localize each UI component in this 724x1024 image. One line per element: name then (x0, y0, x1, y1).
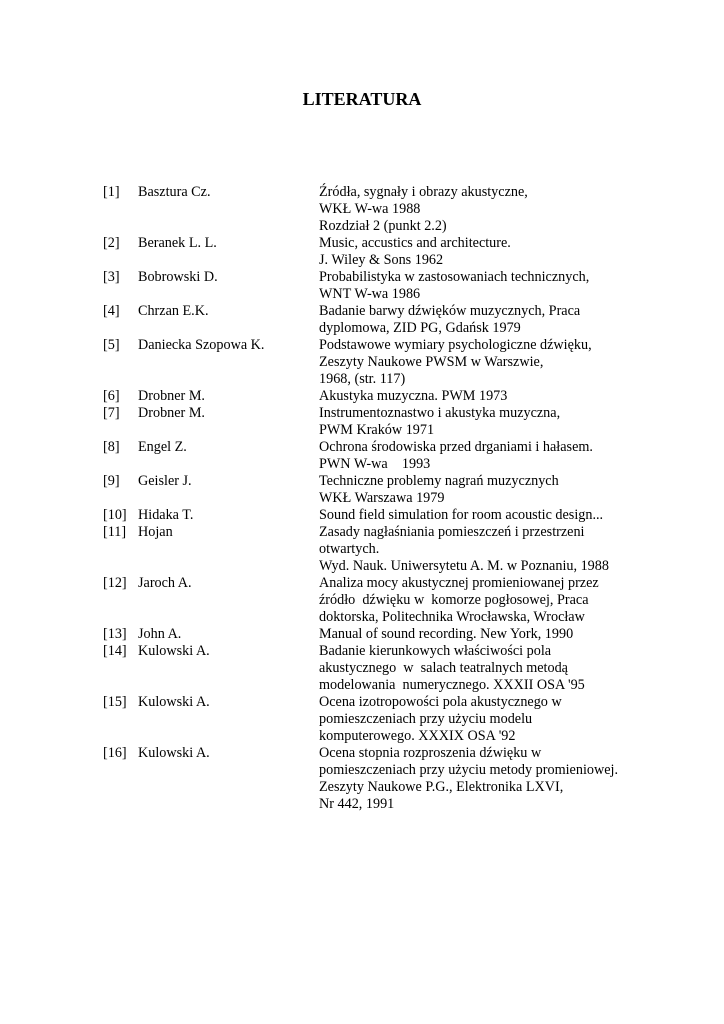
reference-description (319, 575, 719, 626)
reference-number: [9] (103, 473, 120, 489)
reference-number: [2] (103, 235, 120, 251)
reference-number: [13] (103, 626, 127, 642)
reference-line: Podstawowe wymiary psychologiczne dźwięku, (319, 337, 592, 353)
reference-author: Drobner M. (138, 405, 205, 421)
reference-line: WNT W-wa 1986 (319, 286, 421, 302)
reference-description (319, 405, 719, 439)
reference-entry (0, 439, 724, 473)
reference-line: WKŁ W-wa 1988 (319, 201, 421, 217)
reference-description (319, 745, 719, 813)
reference-line: PWM Kraków 1971 (319, 422, 435, 438)
reference-line: J. Wiley & Sons 1962 (319, 252, 444, 268)
reference-number: [15] (103, 694, 127, 710)
reference-author: Beranek L. L. (138, 235, 217, 251)
reference-description (319, 303, 719, 337)
reference-description (319, 643, 719, 694)
reference-description (319, 184, 719, 235)
reference-line: Badanie barwy dźwięków muzycznych, Praca (319, 303, 581, 319)
reference-author: Kulowski A. (138, 745, 210, 761)
reference-number: [6] (103, 388, 120, 404)
reference-line: PWN W-wa 1993 (319, 456, 431, 472)
reference-description (319, 388, 719, 405)
reference-entry (0, 575, 724, 626)
reference-entry (0, 507, 724, 524)
reference-author: John A. (138, 626, 182, 642)
reference-line: Zeszyty Naukowe P.G., Elektronika LXVI, (319, 779, 564, 795)
reference-author: Drobner M. (138, 388, 205, 404)
reference-entry (0, 184, 724, 235)
reference-line: źródło dźwięku w komorze pogłosowej, Praca (319, 592, 589, 608)
reference-author: Bobrowski D. (138, 269, 218, 285)
reference-description (319, 626, 719, 643)
reference-number: [3] (103, 269, 120, 285)
reference-entry (0, 745, 724, 813)
reference-number: [14] (103, 643, 127, 659)
reference-description (319, 337, 719, 388)
reference-line: otwartych. (319, 541, 380, 557)
reference-number: [4] (103, 303, 120, 319)
reference-line: Ocena izotropowości pola akustycznego w (319, 694, 562, 710)
reference-line: doktorska, Politechnika Wrocławska, Wrocław (319, 609, 585, 625)
reference-number: [10] (103, 507, 127, 523)
reference-line: Nr 442, 1991 (319, 796, 395, 812)
reference-description (319, 235, 719, 269)
reference-line: akustycznego w salach teatralnych metodą (319, 660, 568, 676)
reference-line: Zeszyty Naukowe PWSM w Warszwie, (319, 354, 544, 370)
reference-line: Probabilistyka w zastosowaniach technicznych, (319, 269, 590, 285)
reference-line: 1968, (str. 117) (319, 371, 406, 387)
reference-author: Basztura Cz. (138, 184, 211, 200)
reference-number: [1] (103, 184, 120, 200)
reference-entry (0, 694, 724, 745)
reference-author: Engel Z. (138, 439, 187, 455)
page-title: LITERATURA (302, 89, 422, 109)
reference-line: Ocena stopnia rozproszenia dźwięku w (319, 745, 542, 761)
reference-entry (0, 473, 724, 507)
reference-line: komputerowego. XXXIX OSA '92 (319, 728, 516, 744)
reference-entry (0, 405, 724, 439)
reference-line: Źródła, sygnały i obrazy akustyczne, (319, 184, 528, 200)
reference-author: Geisler J. (138, 473, 192, 489)
reference-line: Instrumentoznastwo i akustyka muzyczna, (319, 405, 561, 421)
reference-line: Rozdział 2 (punkt 2.2) (319, 218, 447, 234)
reference-author: Daniecka Szopowa K. (138, 337, 265, 353)
reference-author: Hidaka T. (138, 507, 194, 523)
reference-line: Analiza mocy akustycznej promieniowanej przez (319, 575, 599, 591)
reference-description (319, 524, 719, 575)
reference-line: dyplomowa, ZID PG, Gdańsk 1979 (319, 320, 521, 336)
reference-description (319, 439, 719, 473)
reference-number: [11] (103, 524, 127, 540)
reference-author: Kulowski A. (138, 643, 210, 659)
reference-line: Techniczne problemy nagrań muzycznych (319, 473, 559, 489)
reference-line: modelowania numerycznego. XXXII OSA '95 (319, 677, 585, 693)
reference-number: [16] (103, 745, 127, 761)
reference-line: Music, accustics and architecture. (319, 235, 511, 251)
reference-line: Zasady nagłaśniania pomieszczeń i przestrzeni (319, 524, 585, 540)
reference-entry (0, 269, 724, 303)
reference-line: Manual of sound recording. New York, 1990 (319, 626, 574, 642)
reference-line: pomieszczeniach przy użyciu modelu (319, 711, 533, 727)
reference-number: [12] (103, 575, 127, 591)
reference-line: WKŁ Warszawa 1979 (319, 490, 445, 506)
reference-line: Wyd. Nauk. Uniwersytetu A. M. w Poznaniu, 1988 (319, 558, 609, 574)
reference-number: [8] (103, 439, 120, 455)
reference-description (319, 473, 719, 507)
reference-entry (0, 626, 724, 643)
reference-entry (0, 337, 724, 388)
reference-description (319, 507, 719, 524)
reference-list (0, 184, 724, 813)
reference-description (319, 694, 719, 745)
reference-entry (0, 303, 724, 337)
reference-number: [5] (103, 337, 120, 353)
reference-author: Hojan (138, 524, 173, 540)
reference-entry (0, 388, 724, 405)
reference-description (319, 269, 719, 303)
reference-line: pomieszczeniach przy użyciu metody promieniowej. (319, 762, 619, 778)
reference-entry (0, 643, 724, 694)
reference-line: Badanie kierunkowych właściwości pola (319, 643, 552, 659)
reference-line: Akustyka muzyczna. PWM 1973 (319, 388, 508, 404)
reference-author: Jaroch A. (138, 575, 192, 591)
reference-entry (0, 524, 724, 575)
reference-number: [7] (103, 405, 120, 421)
reference-line: Sound field simulation for room acoustic design... (319, 507, 604, 523)
reference-author: Kulowski A. (138, 694, 210, 710)
reference-author: Chrzan E.K. (138, 303, 209, 319)
reference-entry (0, 235, 724, 269)
reference-line: Ochrona środowiska przed drganiami i hałasem. (319, 439, 593, 455)
